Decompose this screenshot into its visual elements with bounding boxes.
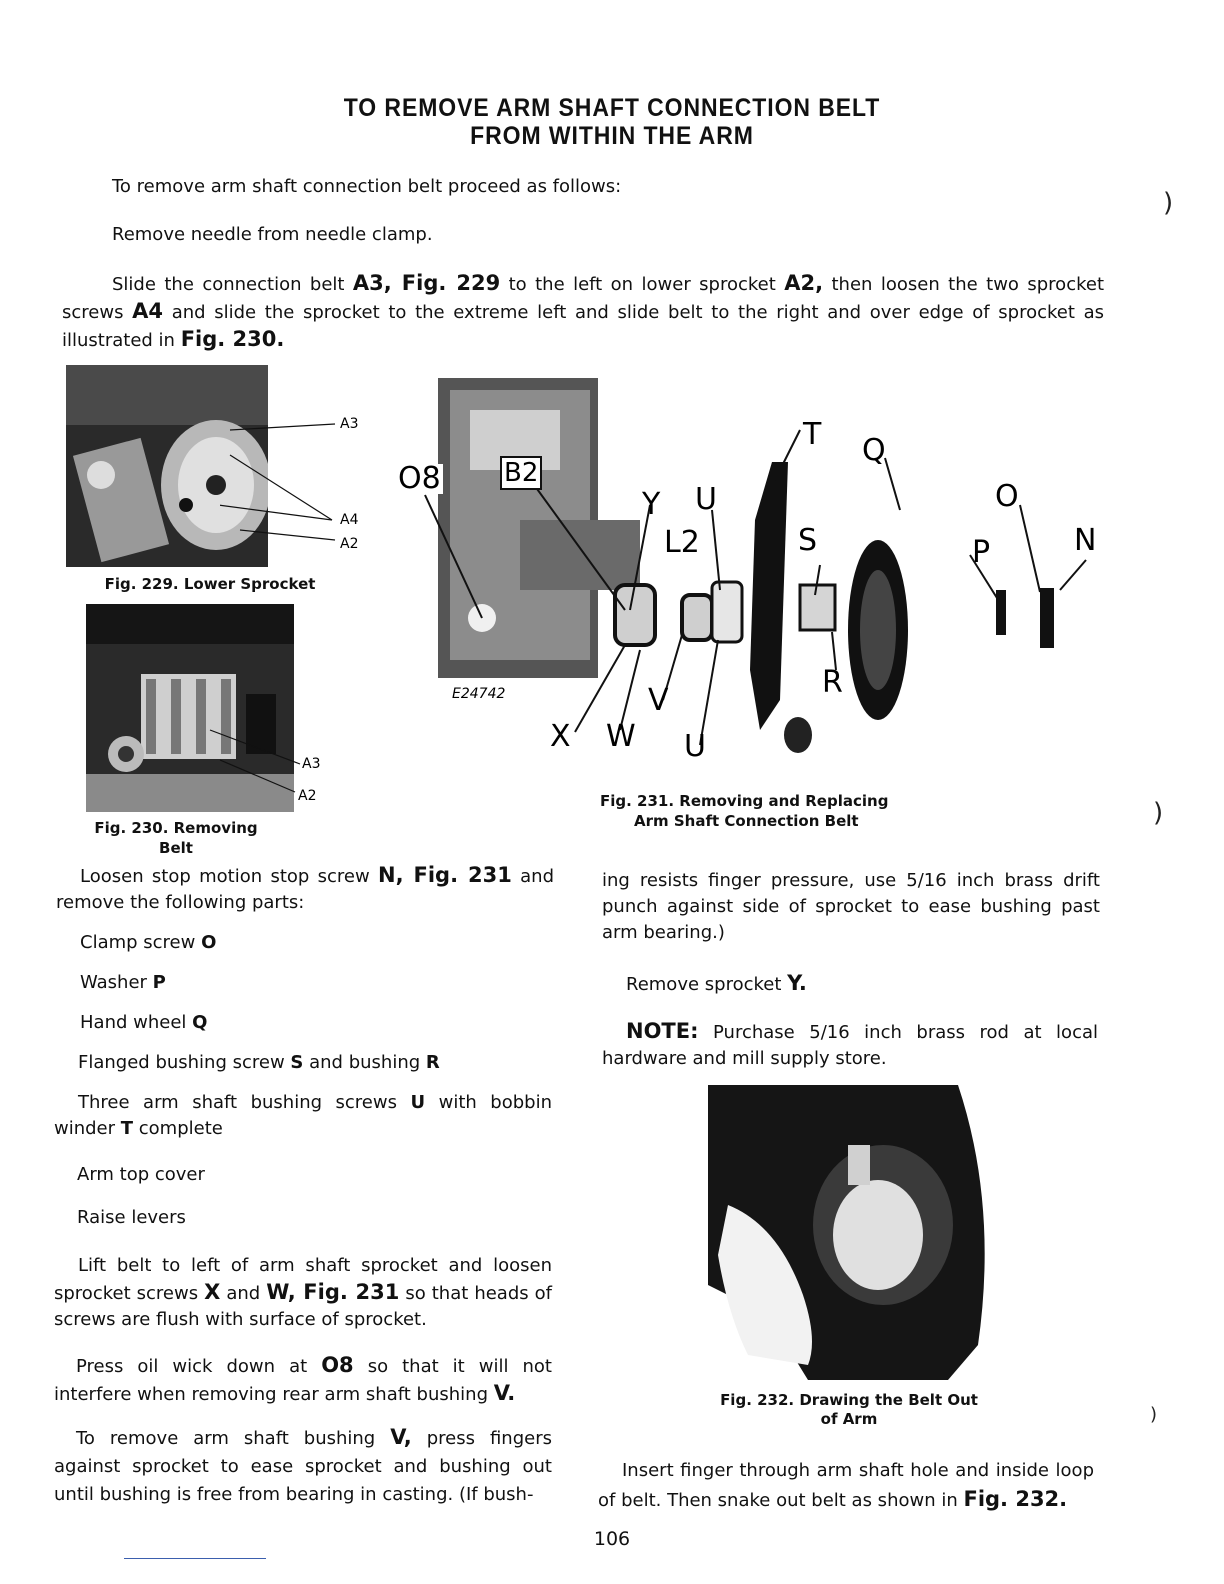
fig-231-label-n: N	[1074, 523, 1097, 558]
fig-231-label-t: T	[803, 417, 822, 452]
fig-229-label-a3: A3	[340, 416, 359, 432]
fig-229-label-a4: A4	[340, 512, 359, 528]
fig-230-label-a2: A2	[298, 788, 317, 804]
part-washer: Washer P	[80, 972, 166, 993]
fig-229-label-a2: A2	[340, 536, 359, 552]
loosen-paragraph: Loosen stop motion stop screw N, Fig. 231 and remove the following parts:	[56, 863, 554, 913]
intro-paragraph-1: To remove arm shaft connection belt proceed as follows:	[112, 176, 622, 197]
fig-231-caption-line-1: Fig. 231. Removing and Replacing	[600, 792, 889, 810]
remove-bushing-paragraph: To remove arm shaft bushing V, press fingers against sprocket to ease sprocket and bushing out until bushing is free from bearing in casting. (If bush-	[54, 1425, 552, 1505]
fig-232-caption-line-1: Fig. 232. Drawing the Belt Out	[720, 1391, 978, 1409]
remove-sprocket-paragraph: Remove sprocket Y.	[626, 971, 807, 995]
fig-230-label-a3: A3	[302, 756, 321, 772]
fig-230-caption: Fig. 230. Removing Belt	[94, 819, 258, 857]
fig-231-label-s: S	[798, 523, 818, 558]
continued-paragraph: ing resists finger pressure, use 5/16 inch brass drift punch against side of sprocket to ease bushing past arm bearing.)	[602, 870, 1100, 943]
press-paragraph: Press oil wick down at O8 so that it will not interfere when removing rear arm shaft bushing V.	[54, 1353, 552, 1405]
insert-paragraph: Insert finger through arm shaft hole and inside loop of belt. Then snake out belt as shown in Fig. 232.	[598, 1460, 1094, 1511]
fig-231-label-p: P	[972, 535, 991, 570]
fig-229-caption: Fig. 229. Lower Sprocket	[104, 575, 316, 593]
fig-231-label-y: Y	[642, 487, 661, 522]
part-clamp-screw: Clamp screw O	[80, 932, 217, 953]
intro-paragraph-2: Remove needle from needle clamp.	[112, 224, 433, 245]
fig-231-label-v: V	[648, 683, 669, 718]
fig-231-label-x: X	[550, 719, 571, 754]
part-raise-levers: Raise levers	[77, 1207, 186, 1228]
fig-232-caption-line-2: of Arm	[820, 1410, 878, 1428]
fig-231-label-r: R	[822, 665, 843, 700]
fig-231-label-q: Q	[862, 433, 886, 468]
part-arm-top-cover: Arm top cover	[77, 1164, 205, 1185]
fig-231-code: E24742	[452, 686, 506, 702]
footer-rule	[124, 1558, 266, 1559]
note-paragraph: NOTE: Purchase 5/16 inch brass rod at local hardware and mill supply store.	[602, 1019, 1098, 1069]
fig-231-label-l2: L2	[664, 525, 700, 560]
page-title-line-1: TO REMOVE ARM SHAFT CONNECTION BELT	[343, 94, 881, 122]
fig-231-label-o: O	[995, 479, 1019, 514]
intro-paragraph-3: Slide the connection belt A3, Fig. 229 to the left on lower sprocket A2, then loosen the two sprocket screws A4 and slide the sprocket to the extreme left and slide belt to the right and over edge of sprocket as illustrated in Fig. 230.	[62, 271, 1104, 351]
fig-231-label-o8: O8	[398, 461, 441, 496]
part-flanged-bushing: Flanged bushing screw S and bushing R	[78, 1052, 440, 1073]
fig-231-label-u-top: U	[695, 482, 717, 517]
part-arm-shaft-bushing-screws: Three arm shaft bushing screws U with bobbin winder T complete	[54, 1092, 552, 1139]
fig-231-label-b2: B2	[500, 456, 542, 490]
fig-231-photo	[420, 370, 1120, 770]
margin-mark-2: )	[1153, 798, 1164, 828]
page-number: 106	[593, 1528, 631, 1550]
fig-231-label-u-bottom: U	[684, 729, 706, 764]
lift-paragraph: Lift belt to left of arm shaft sprocket and loosen sprocket screws X and W, Fig. 231 so that heads of screws are flush with surface of sprocket.	[54, 1255, 553, 1330]
fig-232-photo	[708, 1085, 993, 1380]
margin-mark-3: )	[1150, 1404, 1158, 1425]
page-title-line-2: FROM WITHIN THE ARM	[470, 122, 754, 150]
margin-mark-1: )	[1163, 188, 1174, 218]
fig-231-caption-line-2: Arm Shaft Connection Belt	[634, 812, 859, 830]
fig-231-label-w: W	[606, 719, 636, 754]
part-hand-wheel: Hand wheel Q	[80, 1012, 208, 1033]
